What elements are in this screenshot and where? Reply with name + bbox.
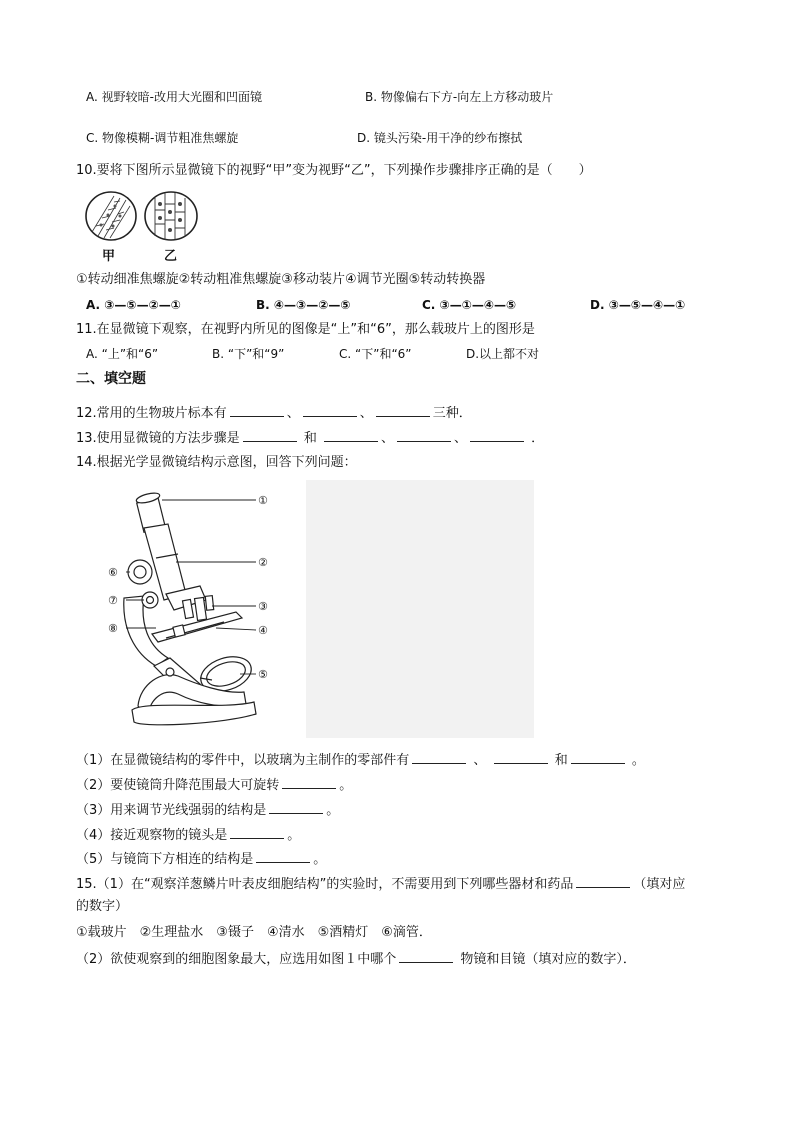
q14-sub4-prefix: （4）接近观察物的镜头是 <box>76 828 228 843</box>
q15-sub2-suffix: 物镜和目镜（填对应的数字）． <box>460 952 636 967</box>
q14-sub3-end: 。 <box>326 803 340 818</box>
q14-sub1-blank-1[interactable] <box>412 751 466 764</box>
q14-sub1-blank-2[interactable] <box>494 751 548 764</box>
q11-option-b: B. “下”和“9” <box>212 347 285 361</box>
label-7: ⑦ <box>108 594 118 607</box>
q11-stem: 11.在显微镜下观察，在视野内所见的图像是“上”和“6”，那么载玻片上的图形是 <box>76 322 535 337</box>
q10-option-d: D. ③—⑤—④—① <box>590 298 686 312</box>
q10-stem: 10.要将下图所示显微镜下的视野“甲”变为视野“乙”，下列操作步骤排序正确的是（ ） <box>76 163 592 178</box>
label-1: ① <box>258 494 268 507</box>
q14-sub4-blank[interactable] <box>230 826 284 839</box>
q15-sub1-prefix: 15.（1）在“观察洋葱鳞片叶表皮细胞结构”的实验时，不需要用到下列哪些器材和药品 <box>76 877 574 892</box>
q14-sub5 <box>76 850 326 868</box>
q14-stem: 14.根据光学显微镜结构示意图，回答下列问题： <box>76 455 357 470</box>
label-4: ④ <box>258 624 268 637</box>
q10-option-b: B. ④—③—②—⑤ <box>256 298 351 312</box>
q14-sub5-end: 。 <box>313 852 327 867</box>
label-yi: 乙 <box>164 249 178 264</box>
q10-steps: ①转动细准焦螺旋②转动粗准焦螺旋③移动装片④调节光圈⑤转动转换器 <box>76 272 486 287</box>
label-8: ⑧ <box>108 622 118 635</box>
q14-sub4 <box>76 826 300 844</box>
q15-sub1-suffix: （填对应 <box>633 877 686 892</box>
q14-sub2-end: 。 <box>339 778 353 793</box>
q12-blank-1[interactable] <box>230 404 284 417</box>
q14-sub2-blank[interactable] <box>282 776 336 789</box>
q14-sub1-and: 和 <box>554 753 568 768</box>
q15-items: ①载玻片 ②生理盐水 ③镊子 ④清水 ⑤酒精灯 ⑥滴管． <box>76 925 432 940</box>
figure-placeholder-panel <box>306 480 534 738</box>
q11-option-d: D.以上都不对 <box>466 347 540 361</box>
q14-sub3-blank[interactable] <box>269 801 323 814</box>
label-3: ③ <box>258 600 268 613</box>
q15-sub2-prefix: （2）欲使观察到的细胞图象最大，应选用如图１中哪个 <box>76 952 397 967</box>
microscope-diagram <box>104 488 284 730</box>
q10-option-c: C. ③—①—④—⑤ <box>422 298 517 312</box>
q12-sep-2: 、 <box>359 406 373 421</box>
q14-sub1-prefix: （1）在显微镜结构的零件中，以玻璃为主制作的零部件有 <box>76 753 410 768</box>
q13-blank-4[interactable] <box>470 429 524 442</box>
q9-option-b: B. 物像偏右下方-向左上方移动玻片 <box>365 90 554 104</box>
q14-sub3 <box>76 801 339 819</box>
q15-sub2 <box>76 950 636 968</box>
q13-and: 和 <box>303 431 317 446</box>
q14-sub5-prefix: （5）与镜筒下方相连的结构是 <box>76 852 254 867</box>
q15-sub1-blank[interactable] <box>576 875 630 888</box>
section-heading-fill-in: 二、填空题 <box>76 371 146 387</box>
q14-sub2 <box>76 776 352 794</box>
q12-sep-1: 、 <box>286 406 300 421</box>
field-of-view-yi-figure <box>143 190 199 244</box>
q14-sub1-blank-3[interactable] <box>571 751 625 764</box>
field-of-view-jia-figure <box>84 190 140 244</box>
q12-suffix: 三种． <box>432 406 472 421</box>
label-6: ⑥ <box>108 566 118 579</box>
q14-sub1-end: 。 <box>631 753 645 768</box>
q12-prefix: 12.常用的生物玻片标本有 <box>76 406 227 421</box>
q10-option-a: A. ③—⑤—②—① <box>86 298 181 312</box>
q15-sub1 <box>76 875 685 893</box>
q9-option-d: D. 镜头污染-用干净的纱布擦拭 <box>357 131 523 145</box>
q11-option-c: C. “下”和“6” <box>339 347 412 361</box>
q13-blank-2[interactable] <box>324 429 378 442</box>
q12-blank-3[interactable] <box>376 404 430 417</box>
q14-sub1-sep: 、 <box>473 753 487 768</box>
q9-option-a: A. 视野较暗-改用大光圈和凹面镜 <box>86 90 262 104</box>
q14-sub3-prefix: （3）用来调节光线强弱的结构是 <box>76 803 267 818</box>
q13-prefix: 13.使用显微镜的方法步骤是 <box>76 431 240 446</box>
q13-sep-2: 、 <box>454 431 468 446</box>
label-5: ⑤ <box>258 668 268 681</box>
q14-sub2-prefix: （2）要使镜筒升降范围最大可旋转 <box>76 778 280 793</box>
q11-option-a: A. “上”和“6” <box>86 347 159 361</box>
q15-sub2-blank[interactable] <box>399 950 453 963</box>
q13-sep-1: 、 <box>380 431 394 446</box>
q13-line <box>76 429 544 447</box>
q15-sub1-cont: 的数字） <box>76 899 129 914</box>
q13-blank-3[interactable] <box>397 429 451 442</box>
label-2: ② <box>258 556 268 569</box>
q13-suffix: ． <box>531 431 545 446</box>
q14-sub1 <box>76 751 645 769</box>
label-jia: 甲 <box>102 249 116 264</box>
q14-sub5-blank[interactable] <box>256 850 310 863</box>
q12-line <box>76 404 472 422</box>
q13-blank-1[interactable] <box>243 429 297 442</box>
q12-blank-2[interactable] <box>303 404 357 417</box>
q14-sub4-end: 。 <box>287 828 301 843</box>
q9-option-c: C. 物像模糊-调节粗准焦螺旋 <box>86 131 239 145</box>
